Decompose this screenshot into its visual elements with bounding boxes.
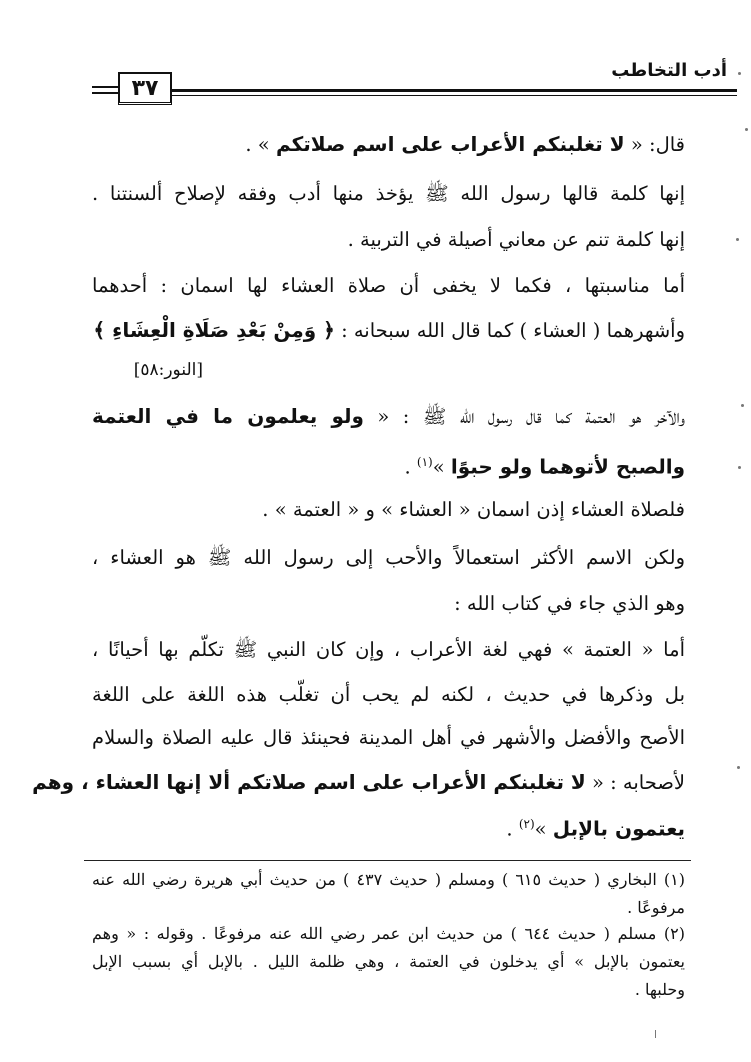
footnote-line: يعتمون بالإبل » أي يدخلون في العتمة ، وهي ظلمة الليل . بالإبل أي بسبب الإبل xyxy=(92,952,685,971)
text-span: والآخر هو العتمة كما قال رسول الله ﷺ : « xyxy=(363,405,685,428)
scan-speck xyxy=(736,238,739,241)
footnote-line: (١) البخاري ( حديث ٦١٥ ) ومسلم ( حديث ٤٣٧ ) من حديث أبي هريرة رضي الله عنه xyxy=(92,870,686,889)
text-line: وهو الذي جاء في كتاب الله : xyxy=(454,592,685,615)
scan-speck xyxy=(655,1030,656,1038)
footnote-marker: (٢) xyxy=(518,817,535,831)
hadith-quote: لا تغلبنكم الأعراب على اسم صلاتكم ألا إنها العشاء ، وهم xyxy=(32,770,586,794)
text-span: » xyxy=(432,455,451,479)
text-line xyxy=(404,448,685,482)
text-line: فلصلاة العشاء إذن اسمان « العشاء » و « العتمة » . xyxy=(262,498,685,521)
text-line xyxy=(32,768,685,797)
hadith-quote: يعتمون بالإبل xyxy=(552,816,685,841)
footnote-line: (٢) مسلم ( حديث ٦٤٤ ) من حديث ابن عمر رضي الله عنه مرفوعًا . وقوله : « وهم xyxy=(92,924,685,943)
text-line xyxy=(245,130,685,159)
footnote-divider xyxy=(84,860,691,861)
text-line: أما مناسبتها ، فكما لا يخفى أن صلاة العشاء لها اسمان : أحدهما xyxy=(92,274,685,297)
verse-reference: [النور:٥٨] xyxy=(133,360,203,380)
text-line: أما « العتمة » فهي لغة الأعراب ، وإن كان النبي ﷺ تكلّم بها أحيانًا ، xyxy=(92,638,685,661)
footnote-marker: (١) xyxy=(416,455,433,469)
scan-speck xyxy=(738,466,741,469)
text-line: إنها كلمة قالها رسول الله ﷺ يؤخذ منها أدب وفقه لإصلاح ألسنتنا . xyxy=(92,182,685,205)
text-span: قال: « xyxy=(624,133,685,156)
header-rule-thin xyxy=(168,95,737,96)
hadith-quote: ولو يعلمون ما في العتمة xyxy=(92,404,364,428)
hadith-quote: والصبح لأتوهما ولو حبوًا xyxy=(450,454,685,479)
scan-speck xyxy=(741,404,744,407)
page-number xyxy=(118,72,172,105)
quran-verse: ﴿ وَمِنْ بَعْدِ صَلَاةِ الْعِشَاءِ ﴾ xyxy=(93,318,335,342)
text-line xyxy=(93,316,685,345)
hadith-quote: لا تغلبنكم الأعراب على اسم صلاتكم xyxy=(275,132,625,156)
footnote-line: مرفوعًا . xyxy=(627,898,685,917)
text-line: الأصح والأفضل والأشهر في أهل المدينة فحينئذ قال عليه الصلاة والسلام xyxy=(92,726,685,749)
text-line: ولكن الاسم الأكثر استعمالاً والأحب إلى رسول الله ﷺ هو العشاء ، xyxy=(92,546,685,569)
scan-speck xyxy=(737,766,740,769)
text-line: إنها كلمة تنم عن معاني أصيلة في التربية . xyxy=(347,228,685,251)
header-rule-thick xyxy=(168,89,737,92)
page-number-text: ٣٧ xyxy=(131,75,159,101)
text-span: لأصحابه : « xyxy=(585,771,685,794)
footnote-line: وحلبها . xyxy=(634,980,685,999)
text-span: وأشهرهما ( العشاء ) كما قال الله سبحانه : xyxy=(334,319,685,342)
running-title: أدب التخاطب xyxy=(611,60,727,81)
text-line: بل وذكرها في حديث ، لكنه لم يحب أن تغلّب هذه اللغة على اللغة xyxy=(92,683,685,706)
scan-speck xyxy=(745,128,748,131)
text-span: . xyxy=(506,817,519,841)
text-span: » xyxy=(534,817,553,841)
text-line xyxy=(506,810,685,844)
text-span: » . xyxy=(245,133,276,156)
scan-speck xyxy=(738,72,741,75)
text-span: . xyxy=(404,455,417,479)
text-line xyxy=(92,402,685,431)
